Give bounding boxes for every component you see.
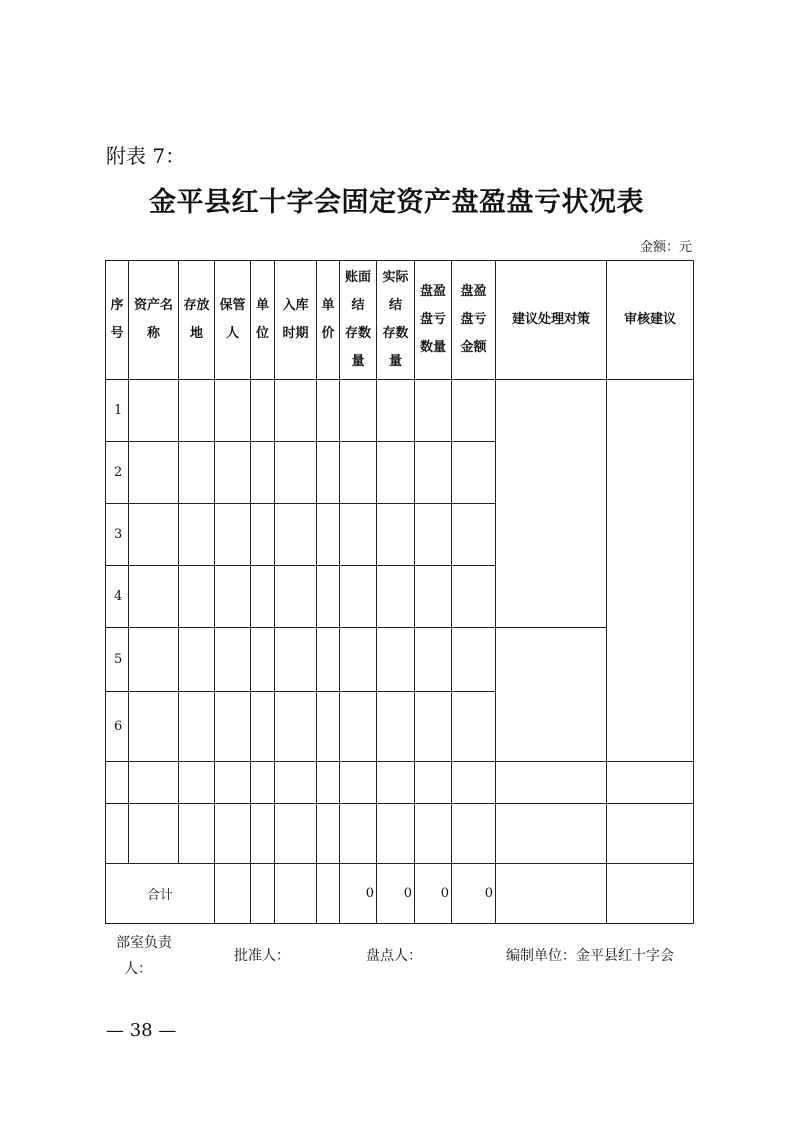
header-location: 存放 地	[179, 261, 215, 380]
total-label: 合计	[106, 864, 215, 924]
currency-unit-label: 金额：元	[639, 240, 692, 255]
appendix-label: 附表 7：	[106, 144, 186, 168]
suggestion-cell	[496, 380, 607, 628]
header-unit-price: 单 价	[317, 261, 340, 380]
total-diff-qty: 0	[415, 864, 452, 924]
total-diff-amount: 0	[452, 864, 496, 924]
row-number: 3	[106, 504, 129, 566]
total-actual-qty: 0	[377, 864, 415, 924]
header-review: 审核建议	[607, 261, 694, 380]
header-diff-amount: 盘盈 盘亏 金额	[452, 261, 496, 380]
header-diff-qty: 盘盈 盘亏 数量	[415, 261, 452, 380]
review-cell	[607, 380, 694, 762]
suggestion-cell	[496, 628, 607, 762]
header-suggestion: 建议处理对策	[496, 261, 607, 380]
table-row	[106, 380, 694, 442]
header-row	[106, 261, 694, 380]
compiler-signature: 编制单位：金平县红十字会	[506, 948, 674, 964]
table-row	[106, 628, 694, 692]
total-book-qty: 0	[340, 864, 377, 924]
counter-signature: 盘点人：	[366, 948, 422, 964]
header-custodian: 保管 人	[215, 261, 251, 380]
header-seq: 序 号	[106, 261, 129, 380]
header-actual-qty: 实际 结 存数 量	[377, 261, 415, 380]
row-number: 4	[106, 566, 129, 628]
dept-head-signature: 部室负责 人：	[116, 935, 172, 977]
page-title: 金平县红十字会固定资产盘盈盘亏状况表	[149, 187, 644, 218]
row-number: 5	[106, 628, 129, 692]
total-row	[106, 864, 694, 924]
row-number: 1	[106, 380, 129, 442]
table-row	[106, 762, 694, 804]
page-number: — 38 —	[106, 1020, 177, 1041]
approver-signature: 批准人：	[234, 948, 290, 964]
header-asset-name: 资产名 称	[129, 261, 179, 380]
asset-inventory-table	[105, 260, 694, 924]
header-book-qty: 账面 结 存数 量	[340, 261, 377, 380]
table-row	[106, 804, 694, 864]
header-entry-date: 入库 时期	[275, 261, 317, 380]
header-unit: 单 位	[251, 261, 275, 380]
row-number: 6	[106, 692, 129, 762]
row-number: 2	[106, 442, 129, 504]
